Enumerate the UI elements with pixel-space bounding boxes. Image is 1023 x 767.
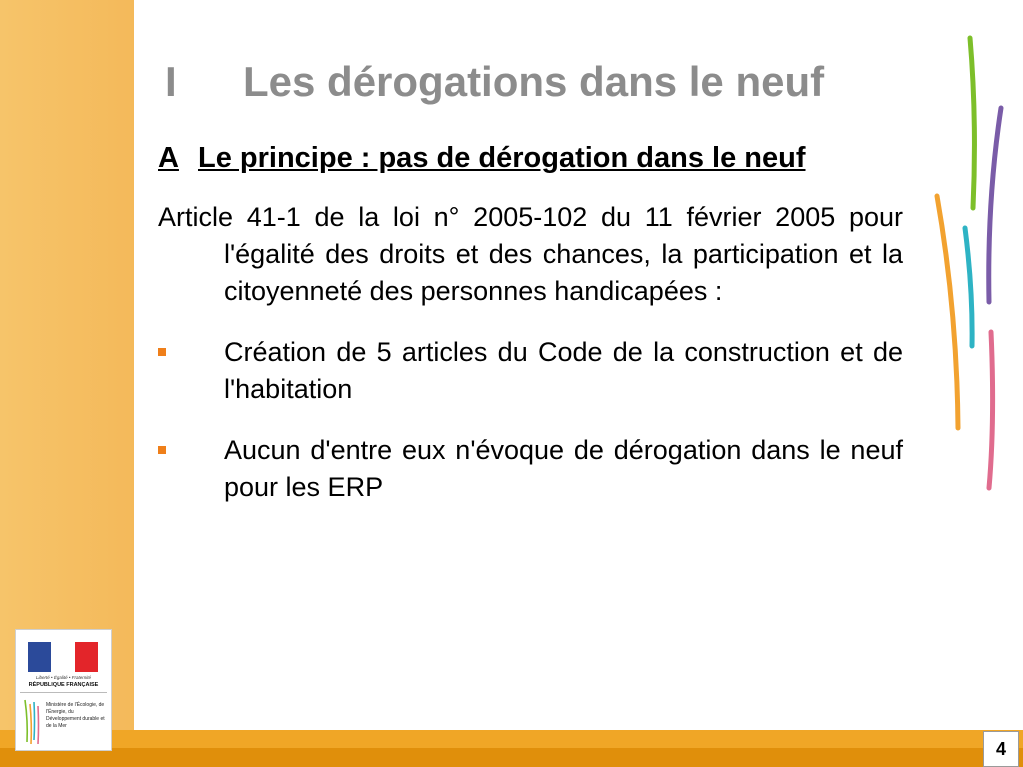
- section-heading: [158, 140, 903, 177]
- ministry-stripes-icon: [22, 696, 42, 746]
- french-flag-icon: [28, 642, 98, 672]
- stripe-green: [970, 38, 974, 208]
- title-number: I: [165, 58, 177, 105]
- page-number: 4: [983, 731, 1019, 767]
- heading-letter: A: [158, 142, 179, 174]
- bullet-item: [158, 432, 903, 506]
- title-text: Les dérogations dans le neuf: [243, 58, 825, 105]
- stripe-orange: [937, 196, 958, 428]
- republic-motto: Liberté • Égalité • Fraternité: [36, 675, 91, 680]
- bullet-square-icon: [158, 348, 166, 356]
- decorative-stripes: [925, 30, 1015, 500]
- logo-divider: [20, 692, 107, 693]
- ministry-name: Ministère de l'Écologie, de l'Énergie, du Développement durable et de la Mer: [46, 702, 105, 729]
- heading-text: Le principe : pas de dérogation dans le neuf: [198, 142, 806, 174]
- bullet-text: Aucun d'entre eux n'évoque de dérogation dans le neuf pour les ERP: [224, 435, 903, 502]
- article-paragraph: Article 41-1 de la loi n° 2005-102 du 11 février 2005 pour l'égalité des droits et des chances, la participation et la citoyenneté des personnes handicapées :: [158, 202, 903, 306]
- bullet-text: Création de 5 articles du Code de la construction et de l'habitation: [224, 337, 903, 404]
- slide-content: [158, 140, 903, 530]
- bullet-item: [158, 334, 903, 408]
- ministry-logo: [15, 629, 112, 751]
- left-band-edge: [134, 0, 137, 730]
- stripe-pink: [989, 332, 993, 488]
- republic-name: RÉPUBLIQUE FRANÇAISE: [28, 682, 99, 688]
- bullet-square-icon: [158, 446, 166, 454]
- stripe-teal: [965, 228, 972, 346]
- slide-title: [165, 58, 905, 106]
- bottom-decor-band-dark: [0, 748, 1023, 767]
- stripe-purple: [989, 108, 1001, 302]
